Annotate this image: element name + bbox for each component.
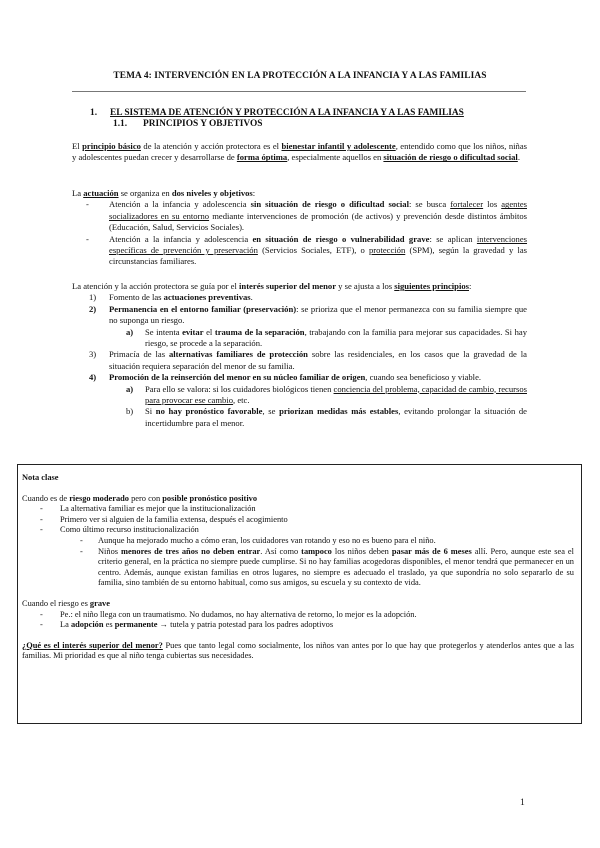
paragraph-principle: El principio básico de la atención y acción protectora es el bienestar infantil y adolescente, entendido como que los niños, niñas y adolescentes puedan crecer y desarrollarse de forma óptima, especialmente aquellos en situación de riesgo o dificultad social. — [72, 141, 527, 163]
moderate-list — [22, 504, 574, 536]
class-note-content: Nota clase Cuando es de riesgo moderado pero con posible pronóstico positivo - La alternativa familiar es mejor que la institucionalización - Primero ver si alguien de la familia extensa, después el acogimiento - Como último recurso institucionalización - Aunque ha mejorado mucho a cómo eran, los cuidadores van rotando y eso no es bueno para el niño. - Niños menores de tres años no deben entrar. Así como tampoco los niños deben pasar más de 6 meses allí. Pero, aunque este sea el criterio general, en la práctica no siempre puede cumplirse. Si no hay familias acogedoras disponibles, el menor tendrá que permanecer en un centro. Además, aunque existan familias en otros lugares, no siempre es adecuado el traslado, ya que supondría no solo separarlo de su familia, sino también de su entorno habitual, como sus amigos, su escuela y su contexto de vida. Cuando el riesgo es grave - Pe.: el niño llega con un traumatismo. No dudamos, no hay alternativa de retorno, lo mejor es la adopción. - La adopción es permanente → tutela y patria potestad para los padres adoptivos ¿Qué es el interés superior del menor? Pues que tanto legal como socialmente, los niños van antes por lo que hay que protegerlos y atenderlos antes que a las familias. Mi prioridad es que al niño tenga cubiertas sus necesidades. — [22, 473, 574, 661]
list-item: b) Si no hay pronóstico favorable, se priorizan medidas más estables, evitando prolongar la situación de incertidumbre para el menor. — [126, 406, 527, 428]
list-item: a) Se intenta evitar el trauma de la separación, trabajando con la familia para mejorar sus capacidades. Si hay riesgo, se procede a la separación. — [126, 326, 528, 349]
section-heading — [90, 108, 464, 118]
list-item: a) Para ello se valora: si los cuidadores biológicos tienen conciencia del problema, capacidad de cambio, recursos para provocar ese cambio, etc. — [126, 383, 527, 406]
note-heading: Nota clase — [22, 473, 59, 482]
paragraph-levels: La actuación se organiza en dos niveles y objetivos: - Atención a la infancia y adolescencia sin situación de riesgo o dificultad social: se busca fortalecer los agentes socializadores en su entorno mediante intervenciones de promoción (de activos) y prevención desde distintos ámbitos (Educación, Salud, Servicios Sociales). - Atención a la infancia y adolescencia en situación de riesgo o vulnerabilidad grave: se aplican intervenciones específicas de prevención y preservación (Servicios Sociales, ETF), o protección (SPM), según la gravedad y las circunstancias familiares. — [72, 188, 528, 267]
title-divider — [72, 91, 526, 92]
list-item: 3) Primacía de las alternativas familiares de protección sobre las residenciales, en los casos que la gravedad de la situación requiera separación del menor de su familia. — [89, 349, 527, 371]
list-item: - Atención a la infancia y adolescencia en situación de riesgo o vulnerabilidad grave: se aplican intervenciones específicas de prevención y preservación (Servicios Sociales, ETF), o protección (SPM), según la gravedad y las circunstancias familiares. — [86, 233, 528, 267]
section-number: 1. — [90, 108, 98, 118]
institution-list — [22, 536, 574, 589]
subsection-number: 1.1. — [113, 119, 128, 129]
subsection-heading — [113, 119, 262, 129]
list-item: 2) Permanencia en el entorno familiar (preservación): se prioriza que el menor permanezca con su familia siempre que no suponga un riesgo. a) Se intenta evitar el trauma de la separación, trabajando con la familia para mejorar sus capacidades. Si hay riesgo, se procede a la separación. — [89, 303, 528, 349]
paragraph-principles: La atención y la acción protectora se guía por el interés superior del menor y se ajusta a los siguientes principios: 1) Fomento de las actuaciones preventivas. 2) Permanencia en el entorno familiar (preservación): se prioriza que el menor permanezca con su familia siempre que no suponga un riesgo. a) Se intenta evitar el trauma de la separación, trabajando con la familia para mejorar sus capacidades. Si hay riesgo, se procede a la separación. 3) Primacía de las alternativas familiares de protección sobre las residenciales, en los casos que la gravedad de la situación requiera separación del menor de su familia. 4) Promoción de la reinserción del menor en su núcleo familiar de origen, cuando sea beneficioso y viable. a) Para ello se valora: si los cuidadores biológicos tienen conciencia del problema, capacidad de cambio, recursos para provocar ese cambio, etc. b) Si no hay pronóstico favorable, se priorizan medidas más estables, evitando prolongar la situación de incertidumbre para el menor. — [72, 281, 528, 428]
document-title: TEMA 4: INTERVENCIÓN EN LA PROTECCIÓN A LA INFANCIA Y A LAS FAMILIAS — [113, 71, 487, 81]
page-number: 1 — [520, 797, 525, 808]
list-item: - Aunque ha mejorado mucho a cómo eran, los cuidadores van rotando y eso no es bueno para el niño. — [80, 535, 436, 545]
list-item: - Niños menores de tres años no deben entrar. Así como tampoco los niños deben pasar más de 6 meses allí. Pero, aunque este sea el criterio general, en la práctica no siempre puede cumplirse. Si no hay familias acogedoras disponibles, el menor tendrá que permanecer en un centro. Además, aunque existan familias en otros lugares, no siempre es adecuado el traslado, ya que supondría no solo separarlo de su familia, sino también de su entorno habitual, como sus amigos, su escuela y su contexto de vida. — [80, 546, 574, 588]
list-item: 1) Fomento de las actuaciones preventivas. — [89, 292, 253, 303]
serious-list — [22, 610, 574, 631]
list-item: 4) Promoción de la reinserción del menor en su núcleo familiar de origen, cuando sea beneficioso y viable. a) Para ello se valora: si los cuidadores biológicos tienen conciencia del problema, capacidad de cambio, recursos para provocar ese cambio, etc. b) Si no hay pronóstico favorable, se priorizan medidas más estables, evitando prolongar la situación de incertidumbre para el menor. — [89, 372, 527, 428]
principles-list — [72, 292, 527, 429]
list-item: - La adopción es permanente → tutela y patria potestad para los padres adoptivos — [40, 620, 334, 630]
subsection-title: PRINCIPIOS Y OBJETIVOS — [143, 119, 263, 129]
sublist — [109, 327, 527, 350]
list-item: - Pe.: el niño llega con un traumatismo. No dudamos, no hay alternativa de retorno, lo mejor es la adopción. — [40, 609, 417, 619]
section-title: EL SISTEMA DE ATENCIÓN Y PROTECCIÓN A LA INFANCIA Y A LAS FAMILIAS — [110, 108, 464, 118]
list-item: - Como último recurso institucionalización — [40, 525, 199, 535]
list-item: - Primero ver si alguien de la familia extensa, después el acogimiento — [40, 514, 288, 524]
levels-list — [72, 199, 527, 267]
list-item: - Atención a la infancia y adolescencia sin situación de riesgo o dificultad social: se busca fortalecer los agentes socializadores en su entorno mediante intervenciones de promoción (de activos) y prevención desde distintos ámbitos (Educación, Salud, Servicios Sociales). — [86, 199, 527, 233]
list-item: - La alternativa familiar es mejor que la institucionalización — [40, 504, 256, 514]
sublist — [109, 384, 527, 430]
